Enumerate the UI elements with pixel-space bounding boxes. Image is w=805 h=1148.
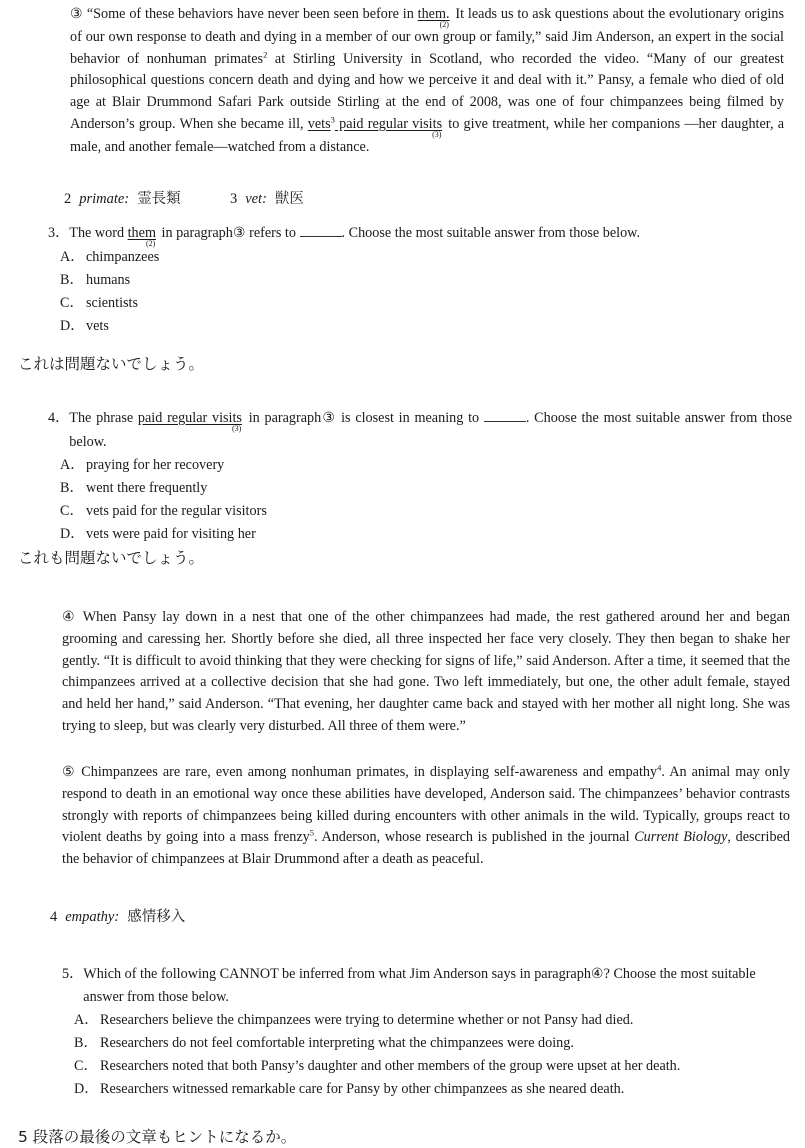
- option-b[interactable]: B． humans: [60, 272, 131, 288]
- paragraph-5: ⑤ Chimpanzees are rare, even among nonhuman primates, in displaying self-awareness and empathy$^4$. An animal may only respond to death in an emotional way once these abilities have developed, Anderson said. The chimpanzees’ behavior contrasts strongly with reports of chimpanzees being killed during encounters with other animals in the wild. Typically, groups react to violent deaths by going into a mass frenzy$^5$. Anderson, whose research is published in the journal Current Biology, described the behavior of chimpanzees at Blair Drummond after a death as peaceful.: [62, 762, 790, 868]
- footnote-ref-3: 3: [330, 114, 335, 125]
- question-4-stem: 4． The phrase paid regular visits(3) in paragraph③ is closest in meaning to . Choose the most suitable answer from those below.: [48, 410, 793, 450]
- option-c[interactable]: C． vets paid for the regular visitors: [60, 503, 267, 519]
- question-4-options: [60, 454, 792, 546]
- question-3-options: [60, 246, 796, 338]
- question-5-stem: 5． Which of the following CANNOT be inferred from what Jim Anderson says in paragraph④? Choose the most suitable answer from those below.: [62, 966, 756, 1005]
- note-q4: これも問題ないでしょう。: [18, 549, 205, 567]
- footnote-ref-2: 2: [263, 48, 268, 59]
- note-q5: 5 段落の最後の文章もヒントになるか。: [18, 1128, 297, 1146]
- note-q3: これは問題ないでしょう。: [18, 355, 205, 373]
- option-a[interactable]: A． Researchers believe the chimpanzees were trying to determine whether or not Pansy had died.: [74, 1012, 634, 1028]
- paragraph-3: ③ “Some of these behaviors have never been seen before in them.(2) It leads us to ask questions about the evolutionary origins of our own response to death and dying in a member of our own group or family,” said Jim Anderson, an expert in the social behavior of nonhuman primates$^2$ at Stirling University in Scotland, who recorded the video. “Many of our greatest philosophical questions concern death and dying and how we perceive it and deal with it.” Pansy, a female who died of old age at Blair Drummond Safari Park outside Stirling at the end of 2008, was one of four chimpanzees being filmed by Anderson’s group. When she became ill, vets$^3$ paid regular visits(3) to give treatment, while her companions —her daughter, a male, and another female—watched from a distance.: [70, 6, 784, 155]
- option-a[interactable]: A． chimpanzees: [60, 249, 160, 265]
- option-d[interactable]: D． Researchers witnessed remarkable care for Pansy by other chimpanzees as she neared death.: [74, 1081, 625, 1097]
- option-b[interactable]: B． went there frequently: [60, 480, 208, 496]
- underlined-vets: vets: [307, 115, 331, 132]
- answer-blank: [484, 409, 526, 422]
- option-d[interactable]: D． vets: [60, 318, 109, 334]
- journal-title: Current Biology: [634, 829, 728, 846]
- question-3: [48, 222, 796, 338]
- underlined-them: them.: [417, 6, 450, 22]
- option-a[interactable]: A． praying for her recovery: [60, 457, 225, 473]
- marker-3: (3): [432, 129, 442, 139]
- option-c[interactable]: C． scientists: [60, 295, 139, 311]
- question-5: [62, 963, 786, 1101]
- footnote-ref-5: 5: [309, 827, 315, 838]
- glossary-1: 2 primate: 霊長類 3 vet: 獣医: [64, 191, 304, 207]
- question-5-options: [74, 1009, 786, 1101]
- footnote-ref-4: 4: [657, 762, 662, 773]
- option-d[interactable]: D． vets were paid for visiting her: [60, 526, 256, 542]
- question-4: [48, 407, 792, 546]
- marker-2: (2): [439, 20, 449, 29]
- glossary-2: 4 empathy: 感情移入: [50, 909, 186, 925]
- option-b[interactable]: B． Researchers do not feel comfortable interpreting what the chimpanzees were doing.: [74, 1035, 574, 1051]
- underlined-paid-regular-visits: paid regular visits: [334, 115, 443, 132]
- question-3-stem: 3． The word them(2) in paragraph③ refers to . Choose the most suitable answer from those below.: [48, 225, 641, 248]
- option-c[interactable]: C． Researchers noted that both Pansy’s daughter and other members of the group were upset at her death.: [74, 1058, 681, 1074]
- answer-blank: [300, 224, 342, 237]
- paragraph-4: ④ When Pansy lay down in a nest that one of the other chimpanzees had made, the rest gathered around her and began grooming and caressing her. Shortly before she died, all three inspected her face very closely. They then began to shake her gently. “It is difficult to avoid thinking that they were checking for signs of life,” said Anderson. After a time, it seemed that the chimpanzees arrived at a collective decision that she had gone. Two left immediately, but one, the other adult female, stayed and held her hand,” said Anderson. “That evening, her daughter came back and stayed with her mother all night long. She was trying to sleep, but was clearly very disturbed. All three of them were.”: [62, 609, 790, 734]
